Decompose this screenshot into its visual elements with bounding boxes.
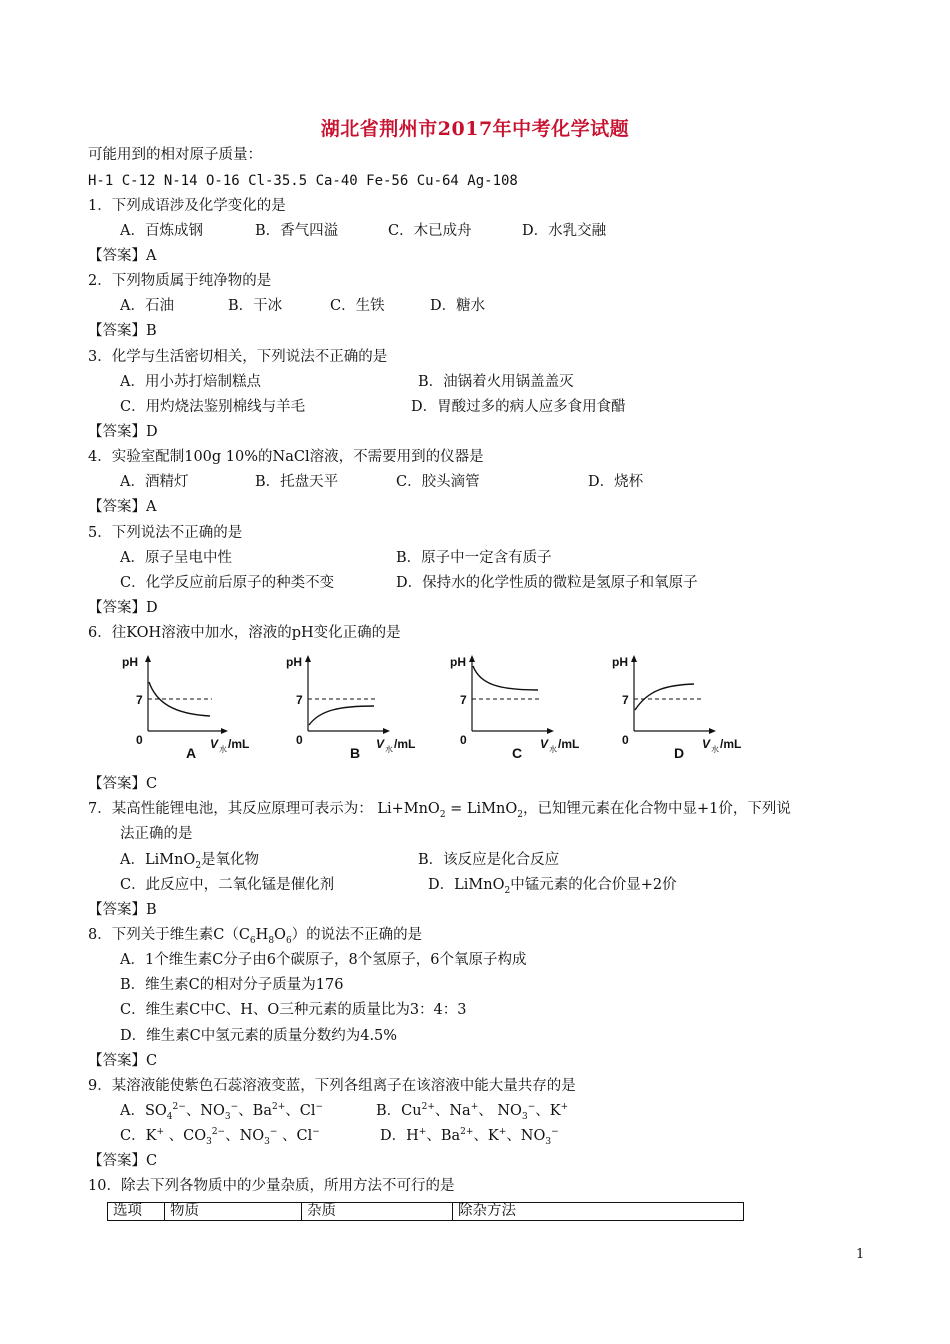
q4-option-b: B．托盘天平 [255,474,339,490]
ph-label: pH [612,655,628,669]
q4-answer: 【答案】A [88,499,157,515]
q2-option-b: B．干冰 [228,298,283,314]
seven-label: 7 [136,693,143,707]
ph-graph-c [446,652,606,764]
graph-letter-b: B [350,745,361,761]
q2-option-d: D．糖水 [430,298,486,314]
q1-answer: 【答案】A [88,248,157,264]
x-label: V [376,737,385,751]
q7-stem-continued: 法正确的是 [120,826,193,842]
q8-option-b: B．维生素C的相对分子质量为176 [120,977,344,993]
ph-label: pH [450,655,466,669]
q1-option-c: C．木已成舟 [388,223,472,239]
q7-option-b: B．该反应是化合反应 [418,852,560,868]
q9-option-b: B．$Cu^{2+}$、Na+、 $NO_3^-$、K+ [376,1102,569,1122]
graph-letter-a: A [186,745,197,761]
page-title: 湖北省荆州市2017年中考化学试题 [320,118,630,140]
x-sub-label: 水 [385,745,393,754]
q3-option-a: A．用小苏打焙制糕点 [120,374,261,390]
table-header-row [108,1203,744,1221]
q3-option-c: C．用灼烧法鉴别棉线与羊毛 [120,399,306,415]
x-label: V [210,737,219,751]
q8-option-d: D．维生素C中氢元素的质量分数约为4.5% [120,1028,398,1044]
q3-option-d: D．胃酸过多的病人应多食用食醋 [411,399,626,415]
ph-graph-a [118,652,278,764]
q7-option-c: C．此反应中，二氧化锰是催化剂 [120,877,335,893]
zero-label: 0 [460,733,467,747]
q2-answer: 【答案】B [88,323,157,339]
q5-stem: 5．下列说法不正确的是 [88,525,243,541]
x-unit-label: /mL [558,737,580,751]
intro-text: 可能用到的相对原子质量： [88,147,262,163]
x-unit-label: /mL [720,737,742,751]
q5-option-a: A．原子呈电中性 [120,550,232,566]
q7-answer: 【答案】B [88,902,157,918]
q8-option-c: C．维生素C中C、H、O三种元素的质量比为3：4：3 [120,1002,467,1018]
ph-graph-b [282,652,442,764]
page-number: 1 [856,1247,865,1262]
graph-letter-d: D [674,745,685,761]
q9-answer: 【答案】C [88,1153,158,1169]
atomic-masses: H-1 C-12 N-14 O-16 Cl-35.5 Ca-40 Fe-56 Cu-64 Ag-108 [88,173,518,189]
x-sub-label: 水 [711,745,719,754]
q2-option-c: C．生铁 [330,298,385,314]
q8-answer: 【答案】C [88,1053,158,1069]
q5-answer: 【答案】D [88,600,158,616]
q6-stem: 6．往KOH溶液中加水，溶液的pH变化正确的是 [88,625,401,641]
q9-stem: 9．某溶液能使紫色石蕊溶液变蓝，下列各组离子在该溶液中能大量共存的是 [88,1078,576,1094]
q5-option-c: C．化学反应前后原子的种类不变 [120,575,335,591]
zero-label: 0 [622,733,629,747]
q10-table [107,1202,744,1221]
q3-stem: 3．化学与生活密切相关，下列说法不正确的是 [88,349,388,365]
q4-option-a: A．酒精灯 [120,474,189,490]
q9-option-c: C．K+ 、$CO_3^{2-}$、$NO_3^-$ 、Cl− [120,1127,320,1147]
seven-label: 7 [460,693,467,707]
q6-answer: 【答案】C [88,776,158,792]
q4-option-c: C．胶头滴管 [396,474,480,490]
q3-option-b: B．油锅着火用锅盖盖灭 [418,374,574,390]
q3-answer: 【答案】D [88,424,158,440]
ph-label: pH [286,655,302,669]
table-header-cell: 物质 [165,1203,302,1221]
q7-option-a: A．LiMnO$_2$是氧化物 [120,852,260,871]
x-sub-label: 水 [219,745,227,754]
q5-option-d: D．保持水的化学性质的微粒是氢原子和氧原子 [396,575,698,591]
q4-option-d: D．烧杯 [588,474,644,490]
seven-label: 7 [296,693,303,707]
q8-stem: 8．下列关于维生素$C(C_6H_8O_6)$的说法不正确的是 [88,927,423,946]
q4-stem: 4．实验室配制100g 10%的NaCl溶液，不需要用到的仪器是 [88,449,484,465]
q2-option-a: A．石油 [120,298,174,314]
table-header-cell: 杂质 [302,1203,453,1221]
graph-letter-c: C [512,745,523,761]
q7-option-d: D．LiMnO$_2$中锰元素的化合价显+2价 [428,877,677,896]
zero-label: 0 [296,733,303,747]
x-sub-label: 水 [549,745,557,754]
x-label: V [540,737,549,751]
q9-option-a: A．$SO_4^{2-}$、$NO_3^-$、$Ba^{2+}$、Cl− [120,1102,324,1122]
q1-option-a: A．百炼成钢 [120,223,203,239]
seven-label: 7 [622,693,629,707]
q1-option-d: D．水乳交融 [522,223,607,239]
q8-option-a: A．1个维生素C分子由6个碳原子，8个氢原子，6个氧原子构成 [120,952,527,968]
table-header-cell: 除杂方法 [453,1203,744,1221]
x-unit-label: /mL [394,737,416,751]
x-unit-label: /mL [228,737,250,751]
ph-graph-d [608,652,768,764]
q9-option-d: D．H+、$Ba^{2+}$、K+、$NO_3^-$ [380,1127,559,1147]
x-label: V [702,737,711,751]
q1-option-b: B．香气四溢 [255,223,339,239]
q7-stem: 7．某高性能锂电池，其反应原理可表示为： Li+MnO$_2$ = LiMnO$_2$，已知锂元素在化合物中显+1价，下列说 [88,801,791,820]
q5-option-b: B．原子中一定含有质子 [396,550,552,566]
q1-stem: 1．下列成语涉及化学变化的是 [88,198,286,214]
q2-stem: 2．下列物质属于纯净物的是 [88,273,272,289]
q10-stem: 10．除去下列各物质中的少量杂质，所用方法不可行的是 [88,1178,455,1194]
ph-label: pH [122,655,138,669]
zero-label: 0 [136,733,143,747]
table-header-cell: 选项 [108,1203,165,1221]
